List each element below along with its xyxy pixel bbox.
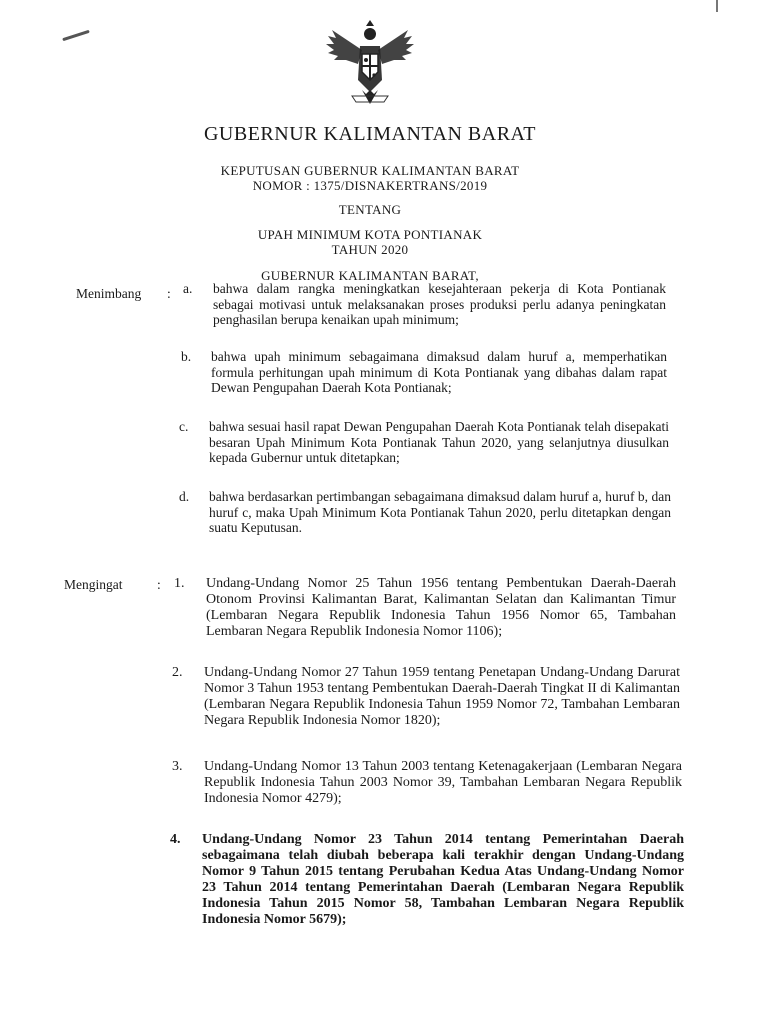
scan-edge-mark bbox=[716, 0, 718, 12]
decree-line-1: KEPUTUSAN GUBERNUR KALIMANTAN BARAT bbox=[220, 163, 520, 178]
document-heading bbox=[190, 122, 550, 283]
item-text: Undang-Undang Nomor 13 Tahun 2003 tentang Ketenagakerjaan (Lembaran Negara Republik Indonesia Tahun 2003 Nomor 39, Tambahan Lembaran Negara Republik Indonesia Nomor 4279); bbox=[204, 759, 682, 806]
mengingat-colon: : bbox=[157, 577, 161, 592]
decree-title bbox=[190, 163, 550, 193]
item-marker: 3. bbox=[172, 759, 183, 774]
item-text: Undang-Undang Nomor 23 Tahun 2014 tentang Pemerintahan Daerah sebagaimana telah diubah beberapa kali terakhir dengan Undang-Undang Nomor 9 Tahun 2015 tentang Perubahan Kedua Atas Undang-Undang Nomor 23 Tahun 2014 tentang Pemerintahan Daerah (Lembaran Negara Republik Indonesia Tahun 2015 Nomor 58, Tambahan Lembaran Negara Republik Indonesia Nomor 5679); bbox=[202, 832, 684, 927]
item-marker: a. bbox=[183, 281, 193, 296]
menimbang-label: Menimbang bbox=[76, 286, 142, 301]
item-text: Undang-Undang Nomor 27 Tahun 1959 tentang Penetapan Undang-Undang Darurat Nomor 3 Tahun 1953 tentang Pembentukan Daerah-Daerah Tingkat II di Kalimantan (Lembaran Negara Republik Indonesia Tahun 1959 Nomor 72, Tambahan Lembaran Negara Republik Indonesia Nomor 1820); bbox=[204, 665, 680, 728]
about-label: TENTANG bbox=[338, 202, 402, 217]
item-text: Undang-Undang Nomor 25 Tahun 1956 tentang Pembentukan Daerah-Daerah Otonom Provinsi Kalimantan Barat, Kalimantan Selatan dan Kalimantan Timur (Lembaran Negara Republik Indonesia Tahun 1956 Nomor 65, Tambahan Lembaran Negara Republik Indonesia Nomor 1106); bbox=[206, 576, 676, 639]
menimbang-item-c bbox=[179, 419, 669, 466]
item-marker: c. bbox=[179, 419, 189, 434]
menimbang-item-a bbox=[183, 281, 666, 328]
item-text: bahwa berdasarkan pertimbangan sebagaimana dimaksud dalam huruf a, huruf b, dan huruf c, maka Upah Minimum Kota Pontianak Tahun 2020, perlu ditetapkan dengan suatu Keputusan. bbox=[209, 489, 671, 535]
item-text: bahwa sesuai hasil rapat Dewan Pengupahan Daerah Kota Pontianak telah disepakati besaran Upah Minimum Kota Pontianak Tahun 2020, yang selanjutnya diusulkan kepada Gubernur untuk ditetapkan; bbox=[209, 419, 669, 465]
item-marker: d. bbox=[179, 489, 190, 504]
governor-closing: GUBERNUR KALIMANTAN BARAT, bbox=[261, 268, 479, 283]
scan-artifact-mark bbox=[62, 30, 90, 42]
mengingat-item-2 bbox=[172, 665, 680, 729]
mengingat-item-1 bbox=[174, 576, 676, 640]
menimbang-item-b bbox=[181, 349, 667, 396]
subject-line-1: UPAH MINIMUM KOTA PONTIANAK bbox=[257, 227, 483, 242]
item-marker: 1. bbox=[174, 576, 185, 591]
item-text: bahwa dalam rangka meningkatkan kesejahteraan pekerja di Kota Pontianak sebagai motivasi untuk melaksanakan proses produksi perlu adanya peningkatan penghasilan berupa kenaikan upah minimum; bbox=[213, 281, 666, 327]
item-marker: 4. bbox=[170, 832, 181, 847]
subject-line-2: TAHUN 2020 bbox=[331, 242, 409, 257]
mengingat-item-4 bbox=[170, 832, 684, 928]
menimbang-colon: : bbox=[167, 286, 171, 301]
mengingat-label: Mengingat bbox=[64, 577, 123, 592]
item-text: bahwa upah minimum sebagaimana dimaksud dalam huruf a, memperhatikan formula perhitungan upah minimum di Kota Pontianak yang dibahas dalam rapat Dewan Pengupahan Daerah Kota Pontianak; bbox=[211, 349, 667, 395]
decree-number: NOMOR : 1375/DISNAKERTRANS/2019 bbox=[252, 178, 488, 193]
item-marker: b. bbox=[181, 349, 192, 364]
mengingat-item-3 bbox=[172, 759, 682, 807]
governor-title: GUBERNUR KALIMANTAN BARAT bbox=[203, 123, 536, 145]
garuda-emblem-icon bbox=[322, 20, 418, 106]
decree-subject bbox=[190, 227, 550, 257]
item-marker: 2. bbox=[172, 665, 183, 680]
menimbang-item-d bbox=[179, 489, 671, 536]
